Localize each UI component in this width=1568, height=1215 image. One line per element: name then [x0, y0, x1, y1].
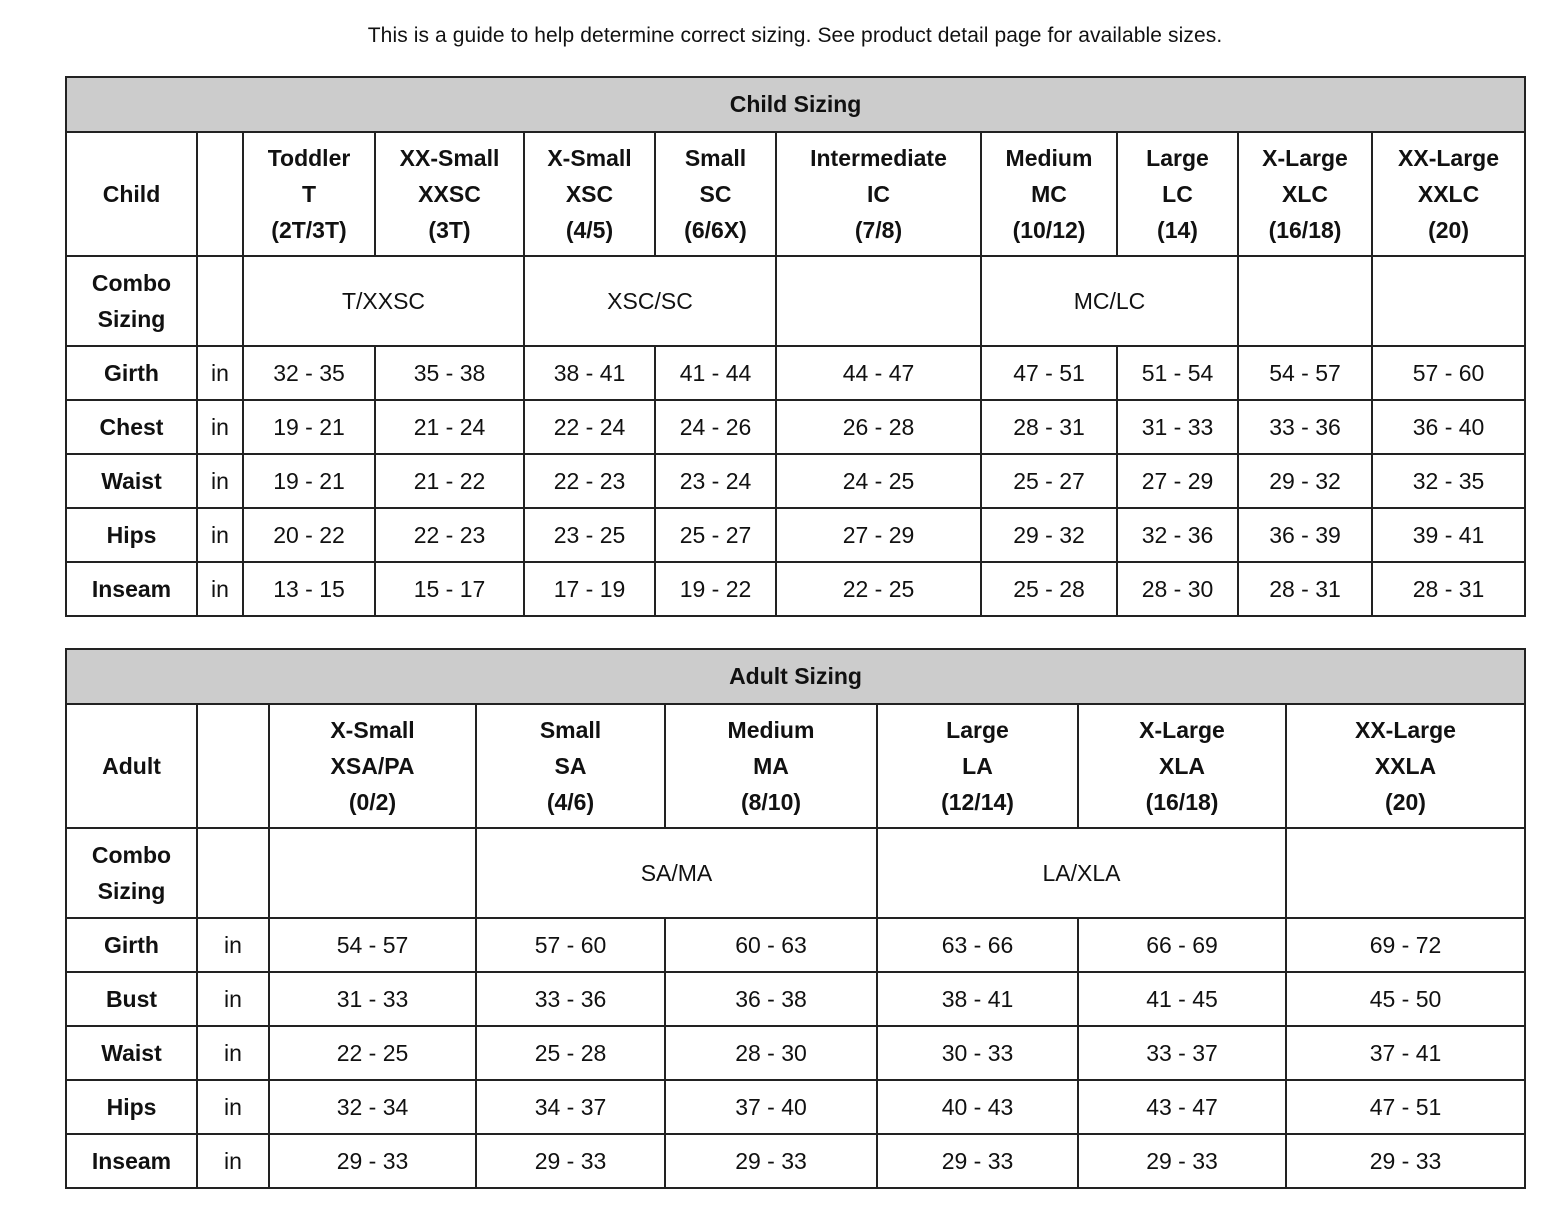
measurement-value: 29 - 33 — [476, 1134, 665, 1188]
measurement-value: 54 - 57 — [269, 918, 476, 972]
measurement-value: 17 - 19 — [524, 562, 655, 616]
table-row — [66, 1026, 1525, 1080]
measurement-value: 40 - 43 — [877, 1080, 1078, 1134]
measurement-value: 22 - 24 — [524, 400, 655, 454]
measurement-label: Hips — [66, 1080, 197, 1134]
combo-cell: XSC/SC — [524, 256, 776, 346]
combo-cell — [1372, 256, 1525, 346]
size-header-x-small: X-Small XSA/PA (0/2) — [269, 704, 476, 828]
measurement-value: 69 - 72 — [1286, 918, 1525, 972]
combo-cell: MC/LC — [981, 256, 1238, 346]
measurement-label: Waist — [66, 1026, 197, 1080]
measurement-value: 29 - 33 — [1286, 1134, 1525, 1188]
combo-cell — [1286, 828, 1525, 918]
measurement-value: 22 - 25 — [269, 1026, 476, 1080]
measurement-value: 22 - 25 — [776, 562, 981, 616]
measurement-value: 29 - 33 — [877, 1134, 1078, 1188]
measurement-value: 47 - 51 — [981, 346, 1117, 400]
unit-cell: in — [197, 1080, 269, 1134]
measurement-value: 43 - 47 — [1078, 1080, 1286, 1134]
measurement-label: Bust — [66, 972, 197, 1026]
measurement-value: 19 - 21 — [243, 400, 375, 454]
measurement-value: 13 - 15 — [243, 562, 375, 616]
combo-cell — [269, 828, 476, 918]
measurement-value: 22 - 23 — [524, 454, 655, 508]
combo-unit-cell — [197, 828, 269, 918]
measurement-value: 20 - 22 — [243, 508, 375, 562]
measurement-value: 29 - 33 — [1078, 1134, 1286, 1188]
measurement-value: 45 - 50 — [1286, 972, 1525, 1026]
child-sizing-title: Child Sizing — [66, 77, 1525, 132]
measurement-value: 21 - 22 — [375, 454, 524, 508]
measurement-value: 21 - 24 — [375, 400, 524, 454]
unit-cell: in — [197, 918, 269, 972]
measurement-label: Waist — [66, 454, 197, 508]
measurement-label: Hips — [66, 508, 197, 562]
table-row — [66, 346, 1525, 400]
combo-cell — [1238, 256, 1372, 346]
measurement-value: 57 - 60 — [476, 918, 665, 972]
table-row — [66, 508, 1525, 562]
measurement-value: 26 - 28 — [776, 400, 981, 454]
measurement-value: 28 - 31 — [981, 400, 1117, 454]
measurement-value: 32 - 34 — [269, 1080, 476, 1134]
combo-cell — [776, 256, 981, 346]
measurement-value: 29 - 33 — [665, 1134, 877, 1188]
measurement-value: 63 - 66 — [877, 918, 1078, 972]
measurement-value: 15 - 17 — [375, 562, 524, 616]
unit-cell: in — [197, 562, 243, 616]
combo-cell: LA/XLA — [877, 828, 1286, 918]
size-header-x-small: X-Small XSC (4/5) — [524, 132, 655, 256]
measurement-value: 38 - 41 — [877, 972, 1078, 1026]
measurement-value: 30 - 33 — [877, 1026, 1078, 1080]
measurement-value: 23 - 25 — [524, 508, 655, 562]
measurement-value: 28 - 30 — [1117, 562, 1238, 616]
measurement-value: 39 - 41 — [1372, 508, 1525, 562]
table-row — [66, 1080, 1525, 1134]
unit-cell: in — [197, 400, 243, 454]
measurement-value: 23 - 24 — [655, 454, 776, 508]
combo-cell: T/XXSC — [243, 256, 524, 346]
measurement-value: 24 - 25 — [776, 454, 981, 508]
combo-cell: SA/MA — [476, 828, 877, 918]
measurement-value: 19 - 21 — [243, 454, 375, 508]
measurement-value: 32 - 36 — [1117, 508, 1238, 562]
measurement-value: 33 - 37 — [1078, 1026, 1286, 1080]
measurement-value: 41 - 44 — [655, 346, 776, 400]
measurement-value: 36 - 40 — [1372, 400, 1525, 454]
size-header-intermediate: Intermediate IC (7/8) — [776, 132, 981, 256]
measurement-value: 57 - 60 — [1372, 346, 1525, 400]
table-row — [66, 562, 1525, 616]
measurement-value: 19 - 22 — [655, 562, 776, 616]
measurement-value: 29 - 33 — [269, 1134, 476, 1188]
measurement-value: 38 - 41 — [524, 346, 655, 400]
unit-header-cell — [197, 704, 269, 828]
measurement-value: 41 - 45 — [1078, 972, 1286, 1026]
size-header-x-large: X-Large XLC (16/18) — [1238, 132, 1372, 256]
measurement-label: Inseam — [66, 1134, 197, 1188]
measurement-value: 29 - 32 — [1238, 454, 1372, 508]
size-header-xx-large: XX-Large XXLA (20) — [1286, 704, 1525, 828]
table-row — [66, 1134, 1525, 1188]
size-header-x-large: X-Large XLA (16/18) — [1078, 704, 1286, 828]
measurement-value: 31 - 33 — [269, 972, 476, 1026]
measurement-value: 66 - 69 — [1078, 918, 1286, 972]
unit-cell: in — [197, 508, 243, 562]
measurement-value: 36 - 38 — [665, 972, 877, 1026]
measurement-value: 25 - 27 — [655, 508, 776, 562]
measurement-value: 31 - 33 — [1117, 400, 1238, 454]
size-header-medium: Medium MA (8/10) — [665, 704, 877, 828]
measurement-label: Girth — [66, 918, 197, 972]
adult-sizing-table — [65, 648, 1526, 1189]
measurement-value: 54 - 57 — [1238, 346, 1372, 400]
unit-header-cell — [197, 132, 243, 256]
measurement-value: 28 - 31 — [1372, 562, 1525, 616]
measurement-value: 25 - 28 — [476, 1026, 665, 1080]
combo-unit-cell — [197, 256, 243, 346]
measurement-value: 44 - 47 — [776, 346, 981, 400]
size-header-small: Small SA (4/6) — [476, 704, 665, 828]
measurement-value: 37 - 41 — [1286, 1026, 1525, 1080]
unit-cell: in — [197, 1026, 269, 1080]
size-header-xx-small: XX-Small XXSC (3T) — [375, 132, 524, 256]
table-row — [66, 454, 1525, 508]
measurement-label: Girth — [66, 346, 197, 400]
combo-sizing-label: Combo Sizing — [66, 256, 197, 346]
unit-cell: in — [197, 346, 243, 400]
table-row — [66, 972, 1525, 1026]
size-header-large: Large LC (14) — [1117, 132, 1238, 256]
unit-cell: in — [197, 1134, 269, 1188]
measurement-value: 24 - 26 — [655, 400, 776, 454]
table-row — [66, 918, 1525, 972]
measurement-value: 28 - 30 — [665, 1026, 877, 1080]
measurement-value: 27 - 29 — [776, 508, 981, 562]
measurement-value: 32 - 35 — [1372, 454, 1525, 508]
measurement-value: 32 - 35 — [243, 346, 375, 400]
size-header-medium: Medium MC (10/12) — [981, 132, 1117, 256]
measurement-label: Inseam — [66, 562, 197, 616]
child-row-header: Child — [66, 132, 197, 256]
adult-sizing-title: Adult Sizing — [66, 649, 1525, 704]
measurement-value: 35 - 38 — [375, 346, 524, 400]
size-header-toddler: Toddler T (2T/3T) — [243, 132, 375, 256]
measurement-value: 27 - 29 — [1117, 454, 1238, 508]
measurement-value: 25 - 27 — [981, 454, 1117, 508]
table-row — [66, 400, 1525, 454]
size-header-xx-large: XX-Large XXLC (20) — [1372, 132, 1525, 256]
combo-sizing-label: Combo Sizing — [66, 828, 197, 918]
measurement-value: 60 - 63 — [665, 918, 877, 972]
measurement-value: 47 - 51 — [1286, 1080, 1525, 1134]
measurement-label: Chest — [66, 400, 197, 454]
size-header-large: Large LA (12/14) — [877, 704, 1078, 828]
adult-row-header: Adult — [66, 704, 197, 828]
measurement-value: 25 - 28 — [981, 562, 1117, 616]
measurement-value: 51 - 54 — [1117, 346, 1238, 400]
measurement-value: 29 - 32 — [981, 508, 1117, 562]
measurement-value: 34 - 37 — [476, 1080, 665, 1134]
intro-text: This is a guide to help determine correct sizing. See product detail page for available sizes. — [367, 24, 1223, 47]
unit-cell: in — [197, 454, 243, 508]
child-sizing-table — [65, 76, 1526, 617]
unit-cell: in — [197, 972, 269, 1026]
measurement-value: 22 - 23 — [375, 508, 524, 562]
measurement-value: 36 - 39 — [1238, 508, 1372, 562]
measurement-value: 33 - 36 — [1238, 400, 1372, 454]
measurement-value: 33 - 36 — [476, 972, 665, 1026]
measurement-value: 28 - 31 — [1238, 562, 1372, 616]
size-header-small: Small SC (6/6X) — [655, 132, 776, 256]
measurement-value: 37 - 40 — [665, 1080, 877, 1134]
